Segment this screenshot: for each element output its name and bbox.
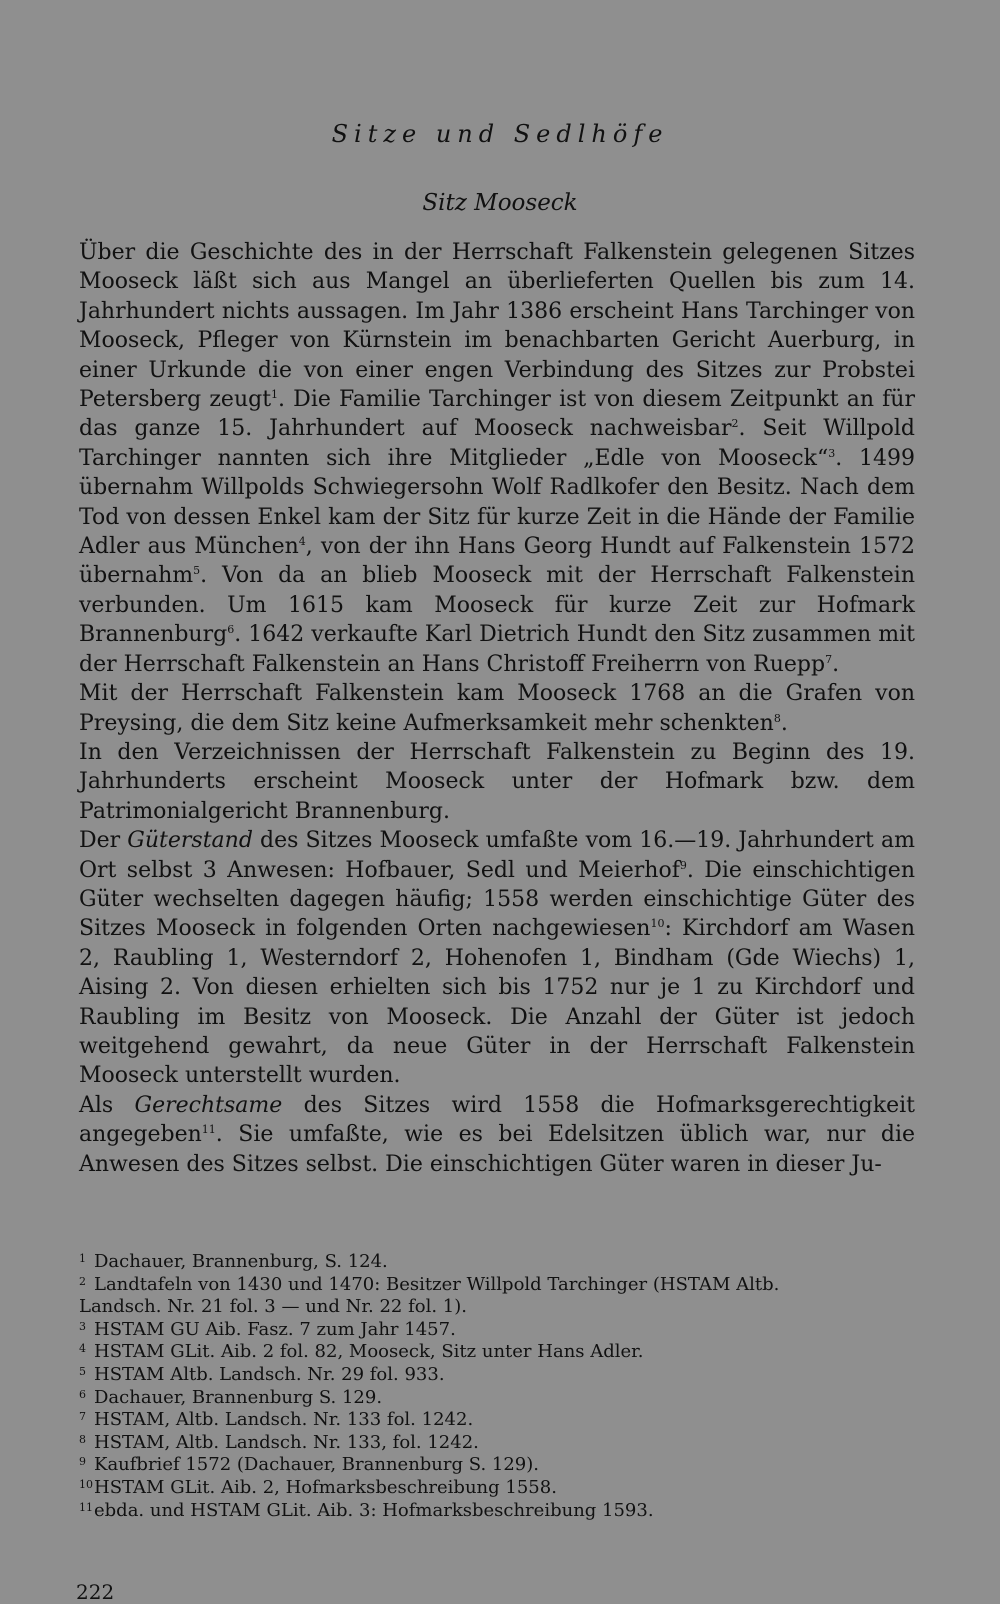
footnote-ref: 10	[650, 917, 665, 931]
footnote: 7 HSTAM, Altb. Landsch. Nr. 133 fol. 1242.	[79, 1409, 474, 1431]
footnote: 5 HSTAM Altb. Landsch. Nr. 29 fol. 933.	[79, 1363, 445, 1385]
footnotes	[79, 1251, 915, 1522]
section-title: Sitz Mooseck	[422, 190, 578, 216]
paragraph-gueterstand: Der Güterstand des Sitzes Mooseck umfaßte vom 16.—19. Jahrhundert am Ort selbst 3 Anwesen: Hofbauer, Sedl und Meierhof$^9$. Die einschichtigen Güter wechselten dagegen häufig; 1558 werden einschichtige Güter des Sitzes Mooseck in folgenden Orten nachgewiesen$^{10}$: Kirchdorf am Wasen 2, Raubling 1, Westerndorf 2, Hohenofen 1, Bindham (Gde Wiechs) 1, Aising 2. Von diesen erhielten sich bis 1752 nur je 1 zu Kirchdorf und Raubling im Besitz von Mooseck. Die Anzahl der Güter ist jedoch weitgehend gewahrt, da neue Güter in der Herrschaft Falkenstein Mooseck unterstellt wurden.	[79, 828, 915, 1089]
footnote-ref: 8	[773, 711, 781, 725]
body-text	[79, 238, 915, 1179]
footnote-ref: 7	[825, 652, 833, 666]
page-number: 222	[76, 1580, 115, 1604]
footnote: 9 Kaufbrief 1572 (Dachauer, Brannenburg S. 129).	[79, 1454, 539, 1476]
footnote: 1 Dachauer, Brannenburg, S. 124.	[79, 1251, 388, 1272]
footnote: 2 Landtafeln von 1430 und 1470: Besitzer Willpold Tarchinger (HSTAM Altb. Landsch. Nr. 21 fol. 3 — und Nr. 22 fol. 1).	[79, 1273, 780, 1318]
footnote: 11 ebda. und HSTAM GLit. Aib. 3: Hofmarksbeschreibung 1593.	[79, 1499, 654, 1521]
footnote: 10 HSTAM GLit. Aib. 2, Hofmarksbeschreibung 1558.	[79, 1476, 557, 1498]
paragraph-history: Über die Geschichte des in der Herrschaft Falkenstein gelegenen Sitzes Mooseck läßt sich aus Mangel an überlieferten Quellen bis zum 14. Jahrhundert nichts aussagen. Im Jahr 1386 erscheint Hans Tarchinger von Mooseck, Pfleger von Kürnstein im benachbarten Gericht Auerburg, in einer Urkunde die von einer engen Verbindung des Sitzes zur Probstei Petersberg zeugt$^1$. Die Familie Tarchinger ist von diesem Zeitpunkt an für das ganze 15. Jahrhundert auf Mooseck nachweisbar$^2$. Seit Willpold Tarchinger nannten sich ihre Mitglieder „Edle von Mooseck“$^3$. 1499 übernahm Willpolds Schwiegersohn Wolf Radlkofer den Besitz. Nach dem Tod von dessen Enkel kam der Sitz für kurze Zeit in die Hände der Familie Adler aus München$^4$, von der ihn Hans Georg Hundt auf Falkenstein 1572 übernahm$^5$. Von da an blieb Mooseck mit der Herrschaft Falkenstein verbunden. Um 1615 kam Mooseck für kurze Zeit zur Hofmark Brannenburg$^6$. 1642 verkaufte Karl Dietrich Hundt den Sitz zusammen mit der Herrschaft Falkenstein an Hans Christoff Freiherrn von Ruepp$^7$.	[79, 240, 915, 677]
footnote: 3 HSTAM GU Aib. Fasz. 7 zum Jahr 1457.	[79, 1318, 456, 1340]
footnote-ref: 3	[828, 446, 836, 460]
footnote-ref: 4	[298, 535, 306, 549]
running-head: Sitze und Sedlhöfe	[331, 120, 669, 148]
footnote: 8 HSTAM, Altb. Landsch. Nr. 133, fol. 1242.	[79, 1431, 479, 1453]
term-gerechtsame: Gerechtsame	[134, 1092, 283, 1118]
footnote-ref: 9	[679, 858, 687, 872]
paragraph-preysing: Mit der Herrschaft Falkenstein kam Mooseck 1768 an die Grafen von Preysing, die dem Sitz keine Aufmerksamkeit mehr schenkten$^8$.	[79, 681, 915, 736]
footnote-ref: 1	[271, 388, 279, 402]
footnote-ref: 2	[731, 417, 739, 431]
footnote: 6 Dachauer, Brannenburg S. 129.	[79, 1386, 383, 1408]
term-gueterstand: Güterstand	[127, 828, 253, 854]
footnote-ref: 5	[193, 564, 201, 578]
footnote-ref: 6	[227, 623, 235, 637]
paragraph-gerechtsame: Als Gerechtsame des Sitzes wird 1558 die Hofmarksgerechtigkeit angegeben$^{11}$. Sie umfaßte, wie es bei Edelsitzen üblich war, nur die Anwesen des Sitzes selbst. Die einschichtigen Güter waren in dieser Ju-	[79, 1092, 915, 1177]
paragraph-verzeichnisse: In den Verzeichnissen der Herrschaft Falkenstein zu Beginn des 19. Jahrhunderts erscheint Mooseck unter der Hofmark bzw. dem Patrimonialgericht Brannenburg.	[79, 739, 915, 824]
footnote-ref: 11	[201, 1123, 216, 1137]
footnote: 4 HSTAM GLit. Aib. 2 fol. 82, Mooseck, Sitz unter Hans Adler.	[79, 1341, 644, 1363]
